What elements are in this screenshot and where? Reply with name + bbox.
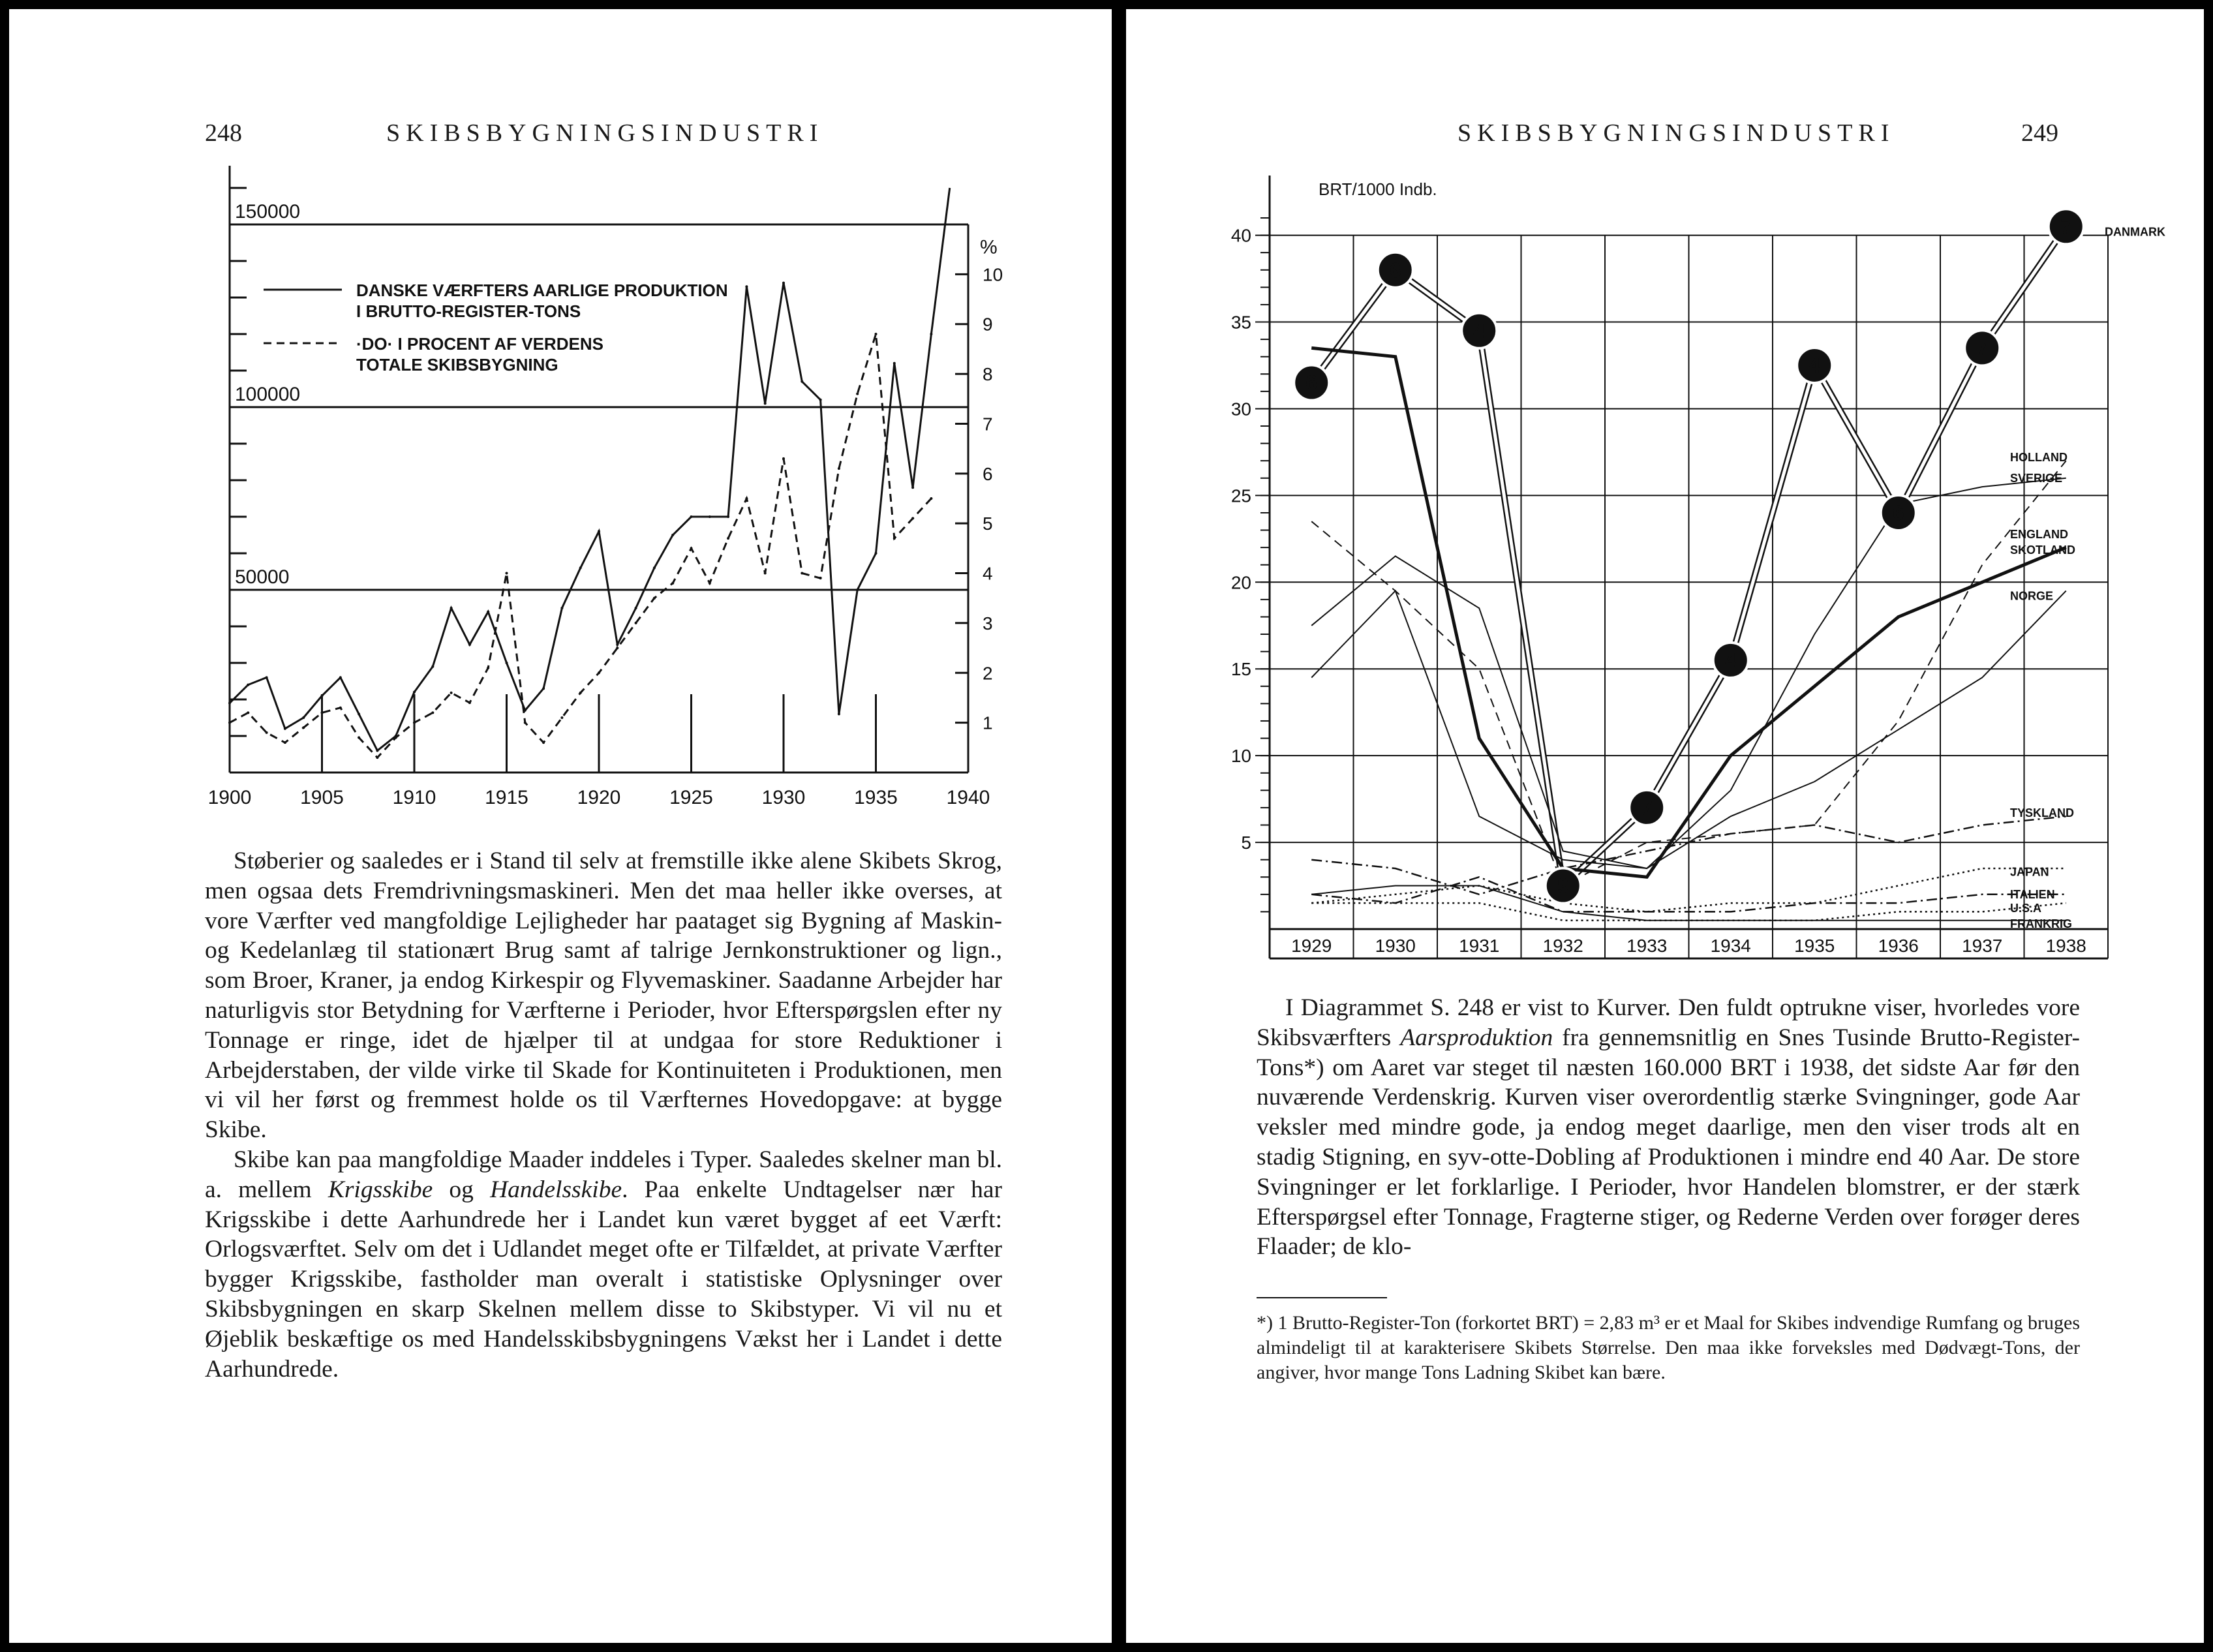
data-point — [450, 607, 453, 609]
data-point — [930, 497, 932, 500]
data-point — [911, 517, 914, 520]
data-point — [875, 552, 878, 555]
data-point — [745, 285, 748, 288]
running-head: SKIBSBYGNINGSINDUSTRI — [386, 119, 824, 147]
data-point — [745, 497, 748, 500]
data-point — [247, 711, 249, 714]
right-tick-label: 2 — [983, 663, 993, 684]
data-point — [395, 737, 397, 739]
x-tick-label: 1938 — [2045, 936, 2086, 956]
rank-badge-label: 4 — [1473, 318, 1486, 343]
data-point — [709, 582, 711, 585]
y-tick-label: 15 — [1230, 659, 1251, 680]
data-point — [506, 572, 508, 575]
rank-badge-label: 4 — [1809, 353, 1821, 377]
series-label-japan: JAPAN — [2010, 865, 2049, 879]
series-label-sverige: SVERIGE — [2010, 471, 2063, 485]
left-paragraph-1: Støberier og saaledes er i Stand til selv at fremstille ikke alene Skibets Skrog, men ogsaa dets Fremdrivningsmaskineri. Men det maa heller ikke overses, at vore Værfter ved mangfoldige Lejligheder har paataget sig Bygning af Maskin- og Kedelanlæg til stationært Brug samt af talrige Jernkonstruktioner og lign., som Broer, Kraner, ja endog Kirkespir og Flyvemaskiner. Saadanne Arbejder har naturligvis stor Betydning for Værfterne i Perioder, hvor Efterspørgslen efter ny Tonnage er ringe, idet de hjælper til at undgaa for store Reduktioner i Arbejderstaben, der vilde virke til Skade for Kontinuiteten i Produktionen, men vi vil her først og fremmest holde os til Værfternes Hovedopgave: at bygge Skibe. — [205, 848, 1002, 1144]
data-point — [560, 607, 563, 609]
series-line-1-extension — [931, 188, 949, 334]
data-point — [560, 716, 563, 719]
left-paragraph-2-emphasis-1: Krigsskibe — [328, 1176, 433, 1203]
chart-marks — [228, 188, 950, 759]
data-point — [727, 515, 729, 518]
series-label-holland: HOLLAND — [2010, 450, 2068, 464]
rank-badge-label: 4 — [1724, 648, 1737, 672]
x-tick-label: 1940 — [946, 787, 990, 808]
data-point — [875, 333, 878, 335]
data-point — [782, 457, 785, 460]
data-point — [302, 726, 305, 729]
y-tick-label: 35 — [1230, 312, 1251, 333]
data-point — [468, 701, 471, 704]
x-tick-label: 1934 — [1710, 936, 1751, 956]
data-point — [266, 731, 268, 734]
left-body-text — [205, 846, 1002, 1384]
data-point — [801, 572, 803, 575]
x-tick-label: 1931 — [1459, 936, 1500, 956]
data-point — [653, 597, 656, 600]
x-tick-label: 1932 — [1542, 936, 1583, 956]
y-axis-label: BRT/1000 Indb. — [1319, 179, 1437, 199]
data-point — [911, 486, 914, 489]
data-point — [302, 716, 305, 719]
data-point — [228, 722, 231, 724]
left-tick-label: 150000 — [235, 201, 301, 222]
data-point — [727, 537, 729, 540]
data-point — [671, 582, 674, 585]
data-point — [856, 393, 859, 395]
right-axis-unit: % — [980, 236, 998, 258]
y-tick-label: 5 — [1241, 833, 1251, 853]
left-paragraph-2-text-b: og — [433, 1176, 491, 1203]
data-point — [321, 711, 324, 714]
legend-label-1b: I BRUTTO-REGISTER-TONS — [356, 301, 581, 321]
data-point — [542, 687, 545, 690]
running-head: SKIBSBYGNINGSINDUSTRI — [1458, 119, 1895, 147]
rank-badge-label: 7 — [1976, 336, 1989, 360]
data-point — [838, 712, 840, 715]
data-point — [376, 756, 378, 759]
legend-label-2b: TOTALE SKIBSBYGNING — [356, 355, 558, 375]
data-point — [487, 667, 489, 669]
data-point — [579, 692, 582, 694]
y-tick-label: 30 — [1230, 399, 1251, 420]
data-point — [635, 607, 637, 609]
data-point — [266, 676, 268, 679]
left-tick-label: 50000 — [235, 566, 290, 588]
data-point — [339, 676, 342, 679]
data-point — [413, 722, 416, 724]
data-point — [598, 671, 600, 674]
data-point — [358, 737, 360, 739]
x-tick-label: 1936 — [1878, 936, 1919, 956]
data-point — [542, 741, 545, 744]
left-paragraph-2-text-c: . Paa enkelte Undtagelser nær har Krigsskibe i dette Aarhundrede her i Landet kun været bygget af eet Værft: Orlogsværftet. Selv om det i Udlandet meget ofte er Tilfældet, at private Værfter bygger Krigsskibe, fastholder man overalt i statistiske Oplysninger over Skibsbygningen en skarp Skelnen mellem disse to Skibstyper. Vi vil nu et Øjeblik beskæftige os med Handelsskibsbygningens Vækst her i Landet i dette Aarhundrede. — [205, 1176, 1003, 1383]
x-tick-label: 1900 — [207, 787, 252, 808]
data-point — [856, 589, 859, 591]
series-label-danmark: DANMARK — [2105, 225, 2165, 239]
rank-badge-label: 9 — [1557, 874, 1569, 898]
x-tick-label: 1937 — [1962, 936, 2003, 956]
series-label-england-skotland-1: ENGLAND — [2010, 528, 2068, 542]
right-tick-label: 1 — [983, 712, 993, 733]
x-tick-label: 1920 — [577, 787, 621, 808]
data-point — [413, 691, 416, 694]
footnote: *) 1 Brutto-Register-Ton (forkortet BRT) = 2,83 m³ er et Maal for Skibes indvendige Rumfang og bruges almindeligt til at karakterisere Skibets Størrelse. Den maa ikke forveksles med Dødvægt-Tons, der angiver, hvor mange Tons Ladning Skibet kan bære. — [1257, 1312, 2080, 1383]
rank-badge-label: 7 — [2060, 215, 2072, 239]
right-tick-label: 3 — [983, 613, 993, 634]
left-paragraph-2-emphasis-2: Handelsskibe — [490, 1176, 622, 1203]
x-tick-label: 1935 — [854, 787, 898, 808]
data-point — [893, 362, 896, 365]
chart-legend — [264, 281, 728, 375]
data-point — [838, 467, 840, 470]
right-tick-label: 8 — [983, 364, 993, 385]
data-point — [247, 684, 249, 686]
data-point — [506, 662, 508, 664]
data-point — [284, 727, 286, 730]
x-tick-label: 1930 — [1375, 936, 1416, 956]
legend-label-1a: DANSKE VÆRFTERS AARLIGE PRODUKTION — [356, 281, 728, 300]
right-tick-label: 9 — [983, 314, 993, 335]
left-paragraph-2-text-a: Skibe kan paa mangfoldige Maader inddeles i Typer. Saaledes skelner man bl. a. mellem — [205, 1146, 1002, 1203]
y-tick-label: 25 — [1230, 485, 1251, 506]
data-point — [321, 694, 324, 697]
data-point — [598, 530, 600, 532]
rank-badge-label: 6 — [1892, 500, 1904, 525]
x-tick-label: 1905 — [300, 787, 344, 808]
data-point — [358, 712, 360, 715]
data-point — [893, 537, 896, 540]
y-tick-label: 20 — [1230, 572, 1251, 593]
x-tick-label: 1929 — [1291, 936, 1332, 956]
rank-badge-label: 7 — [1641, 795, 1653, 819]
left-paragraph-2 — [205, 1145, 1002, 1384]
legend-label-2a: ·DO· I PROCENT AF VERDENS — [356, 334, 603, 354]
y-tick-label: 40 — [1230, 225, 1251, 246]
data-point — [653, 566, 656, 569]
data-point — [671, 534, 674, 536]
data-point — [819, 399, 822, 401]
data-point — [228, 702, 231, 705]
data-point — [284, 741, 286, 744]
data-point — [801, 380, 803, 383]
data-point — [709, 515, 711, 518]
data-point — [431, 711, 434, 714]
right-paragraph-1-emphasis: Aarsproduktion — [1400, 1024, 1553, 1051]
series-label-england-skotland-2: SKOTLAND — [2010, 543, 2075, 557]
footnote-rule — [1257, 1297, 1387, 1298]
production-chart — [205, 166, 1007, 818]
x-tick-label: 1930 — [761, 787, 806, 808]
data-point — [782, 282, 785, 284]
right-tick-label: 10 — [983, 264, 1003, 285]
data-point — [635, 622, 637, 624]
right-paragraph-1-text-a: I Diagrammet S. 248 er vist to Kurver. Den fuldt optrukne viser, hvorledes vore Skibsværfters — [1257, 994, 2080, 1051]
data-point — [579, 566, 582, 569]
page-number: 249 — [2021, 119, 2058, 147]
right-tick-label: 6 — [983, 463, 993, 484]
x-tick-label: 1925 — [669, 787, 713, 808]
x-tick-label: 1933 — [1626, 936, 1668, 956]
rank-badge-label: 6 — [1305, 371, 1318, 395]
data-point — [524, 722, 527, 724]
data-point — [819, 577, 822, 579]
series-label-tyskland: TYSKLAND — [2010, 806, 2074, 819]
right-paragraph-1 — [1257, 993, 2080, 1262]
data-point — [431, 665, 434, 668]
data-point — [690, 515, 693, 518]
left-tick-label: 100000 — [235, 384, 301, 405]
x-tick-label: 1910 — [392, 787, 436, 808]
page-number: 248 — [205, 119, 242, 147]
data-point — [764, 572, 767, 575]
left-page — [9, 9, 1112, 1643]
right-tick-label: 5 — [983, 513, 993, 534]
series-label-u-s-a: U.S.A — [2010, 902, 2042, 915]
x-tick-label: 1935 — [1794, 936, 1835, 956]
per-capita-chart — [1230, 162, 2165, 975]
right-paragraph-1-text-b: fra gennemsnitlig en Snes Tusinde Brutto-Register-Tons*) om Aaret var steget til næsten 160.000 BRT i 1938, det sidste Aar før den nuværende Verdenskrig. Kurven viser overordentlig stærke Svingninger, gode Aar veksler med mindre gode, ja endog meget daarlige, men den viser trods alt en stadig Stigning, en syv-otte-Dobling af Produktionen i mindre end 40 Aar. De store Svingninger er let forklarlige. I Perioder, hvor Handelen blomstrer, er der stærk Efterspørgsel efter Tonnage, Fragterne stiger, og Rederne Verden over forøger deres Flaader; de klo- — [1257, 1024, 2080, 1261]
data-point — [690, 547, 693, 549]
right-page — [1126, 9, 2204, 1643]
data-point — [339, 707, 342, 709]
right-tick-label: 4 — [983, 563, 993, 584]
rank-badge-label: 6 — [1389, 258, 1401, 282]
right-body-text — [1257, 993, 2080, 1262]
right-tick-label: 7 — [983, 414, 993, 435]
y-tick-label: 10 — [1230, 746, 1251, 767]
series-label-frankrig: FRANKRIG — [2010, 917, 2072, 931]
data-point — [376, 749, 378, 752]
data-point — [468, 643, 471, 646]
chart-marks — [1294, 209, 2165, 930]
data-point — [616, 647, 618, 649]
data-point — [487, 611, 489, 613]
series-label-italien: ITALIEN — [2010, 887, 2055, 901]
series-label-norge: NORGE — [2010, 589, 2054, 603]
data-point — [450, 692, 453, 694]
x-tick-label: 1915 — [485, 787, 528, 808]
data-point — [616, 643, 618, 646]
chart-frame — [1231, 176, 2108, 958]
data-point — [764, 402, 767, 405]
